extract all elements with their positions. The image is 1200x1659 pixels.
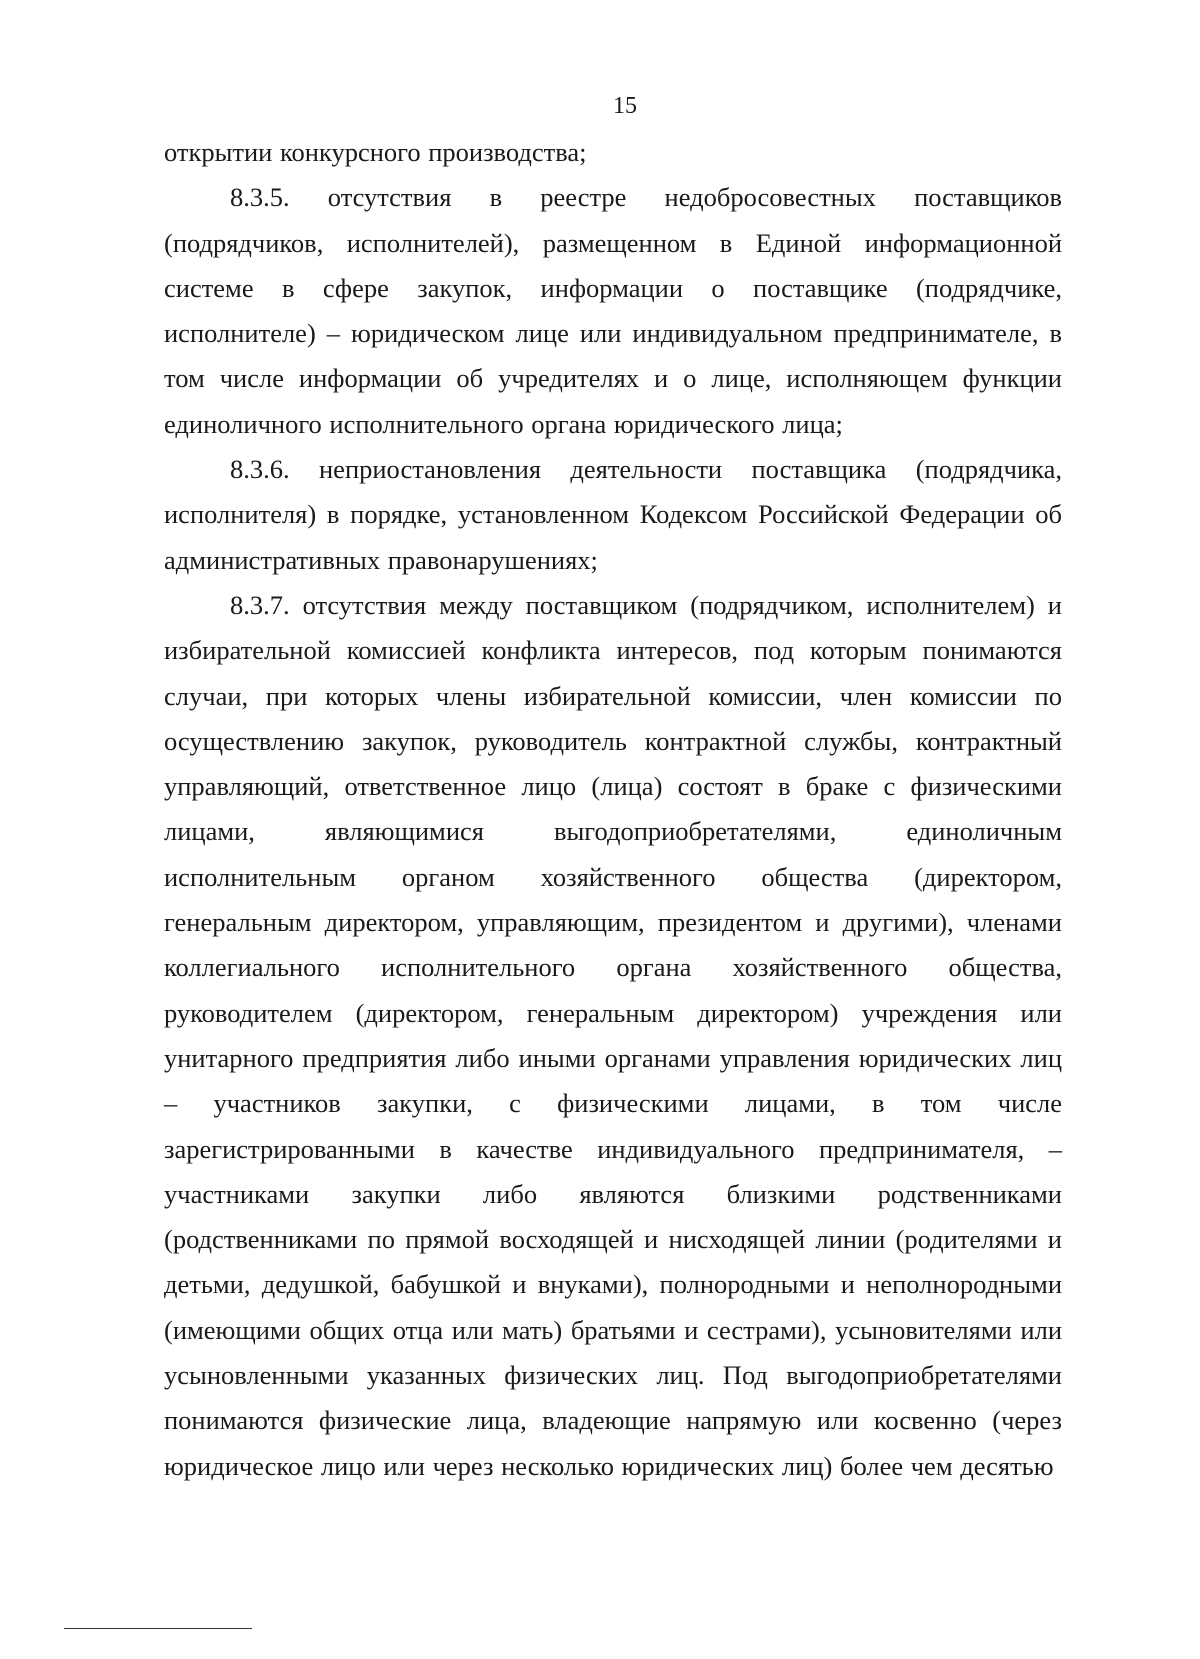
paragraph-continuation: открытии конкурсного производства; (164, 137, 587, 167)
footnote-separator-line (64, 1628, 252, 1629)
paragraph-8-3-6: 8.3.6. неприостановления деятельности поставщика (подрядчика, исполнителя) в порядке, установленном Кодексом Российской Федерации об административных правонарушениях; (164, 454, 1062, 575)
body-text (164, 130, 1062, 1489)
paragraph-8-3-5: 8.3.5. отсутствия в реестре недобросовестных поставщиков (подрядчиков, исполнителей), размещенном в Единой информационной системе в сфере закупок, информации о поставщике (подрядчике, исполнителе) – юридическом лице или индивидуальном предпринимателе, в том числе информации об учредителях и о лице, исполняющем функции единоличного исполнительного органа юридического лица; (164, 182, 1062, 439)
page-number: 15 (613, 93, 637, 119)
paragraph-8-3-7: 8.3.7. отсутствия между поставщиком (подрядчиком, исполнителем) и избирательной комиссией конфликта интересов, под которым понимаются случаи, при которых члены избирательной комиссии, член комиссии по осуществлению закупок, руководитель контрактной службы, контрактный управляющий, ответственное лицо (лица) состоят в браке с физическими лицами, являющимися выгодоприобретателями, единоличным исполнительным органом хозяйственного общества (директором, генеральным директором, управляющим, президентом и другими), членами коллегиального исполнительного органа хозяйственного общества, руководителем (директором, генеральным директором) учреждения или унитарного предприятия либо иными органами управления юридических лиц – участников закупки, с физическими лицами, в том числе зарегистрированными в качестве индивидуального предпринимателя, – участниками закупки либо являются близкими родственниками (родственниками по прямой восходящей и нисходящей линии (родителями и детьми, дедушкой, бабушкой и внуками), полнородными и неполнородными (имеющими общих отца или мать) братьями и сестрами), усыновителями или усыновленными указанных физических лиц. Под выгодоприобретателями понимаются физические лица, владеющие напрямую или косвенно (через юридическое лицо или через несколько юридических лиц) более чем десятью (164, 589, 1062, 1481)
